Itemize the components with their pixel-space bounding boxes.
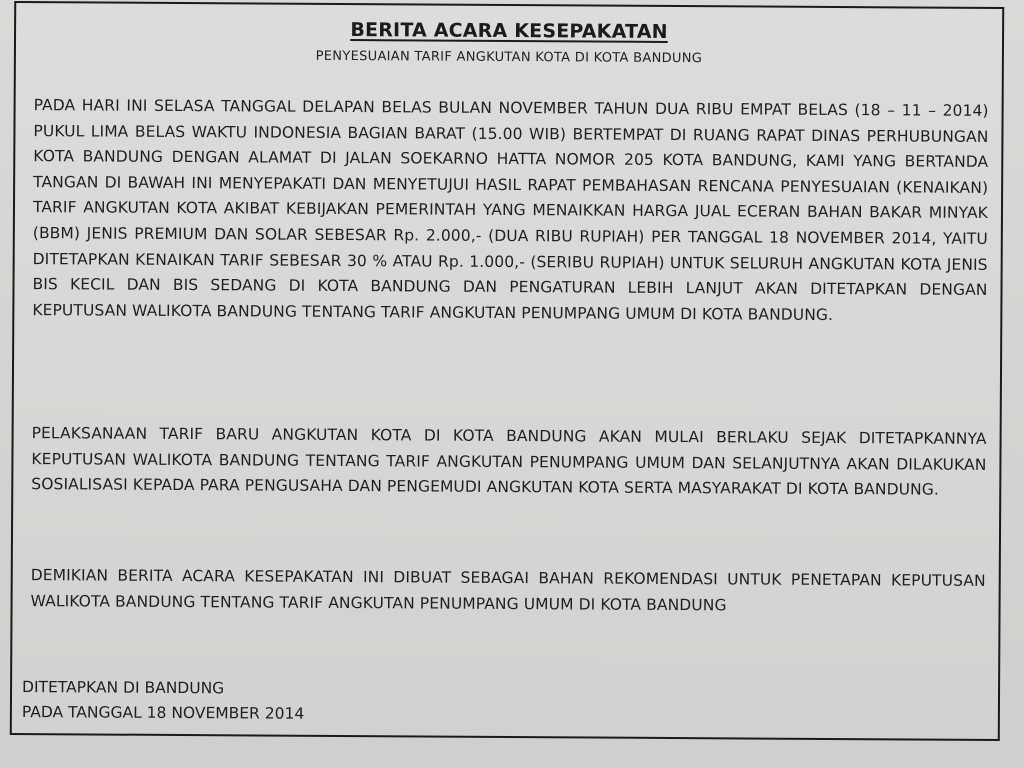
paragraph-agreement: PADA HARI INI SELASA TANGGAL DELAPAN BELAS BULAN NOVEMBER TAHUN DUA RIBU EMPAT BELAS (18 – 11 – 2014) PUKUL LIMA BELAS WAKTU INDONESIA BAGIAN BARAT (15.00 WIB) BERTEMPAT DI RUANG RAPAT DINAS PERHUBUNGAN KOTA BANDUNG DENGAN ALAMAT DI JALAN SOEKARNO HATTA NOMOR 205 KOTA BANDUNG, KAMI YANG BERTANDA TANGAN DI BAWAH INI MENYEPAKATI DAN MENYETUJUI HASIL RAPAT PEMBAHASAN RENCANA PENYESUAIAN (KENAIKAN) TARIF ANGKUTAN KOTA AKIBAT KEBIJAKAN PEMERINTAH YANG MENAIKKAN HARGA JUAL ECERAN BAHAN BAKAR MINYAK (BBM) JENIS PREMIUM DAN SOLAR SEBESAR Rp. 2.000,- (DUA RIBU RUPIAH) PER TANGGAL 18 NOVEMBER 2014, YAITU DITETAPKAN KENAIKAN TARIF SEBESAR 30 % ATAU Rp. 1.000,- (SERIBU RUPIAH) UNTUK SELURUH ANGKUTAN KOTA JENIS BIS KECIL DAN BIS SEDANG DI KOTA BANDUNG DAN PENGATURAN LEBIH LANJUT AKAN DITETAPKAN DENGAN KEPUTUSAN WALIKOTA BANDUNG TENTANG TARIF ANGKUTAN PENUMPANG UMUM DI KOTA BANDUNG. <box>32 96 989 324</box>
document-frame <box>10 1 1004 741</box>
date-line: PADA TANGGAL 18 NOVEMBER 2014 <box>21 703 305 723</box>
paragraph-implementation: PELAKSANAAN TARIF BARU ANGKUTAN KOTA DI KOTA BANDUNG AKAN MULAI BERLAKU SEJAK DITETAPKANNYA KEPUTUSAN WALIKOTA BANDUNG TENTANG TARIF ANGKUTAN PENUMPANG UMUM DAN SELANJUTNYA AKAN DILAKUKAN SOSIALISASI KEPADA PARA PENGUSAHA DAN PENGEMUDI ANGKUTAN KOTA SERTA MASYARAKAT DI KOTA BANDUNG. <box>31 424 987 499</box>
paragraph-closing: DEMIKIAN BERITA ACARA KESEPAKATAN INI DIBUAT SEBAGAI BAHAN REKOMENDASI UNTUK PENETAPAN KEPUTUSAN WALIKOTA BANDUNG TENTANG TARIF ANGKUTAN PENUMPANG UMUM DI KOTA BANDUNG <box>30 566 986 614</box>
place-line: DITETAPKAN DI BANDUNG <box>22 678 225 698</box>
document-subtitle: PENYESUAIAN TARIF ANGKUTAN KOTA DI KOTA BANDUNG <box>315 48 703 67</box>
document-title: BERITA ACARA KESEPAKATAN <box>350 19 668 43</box>
